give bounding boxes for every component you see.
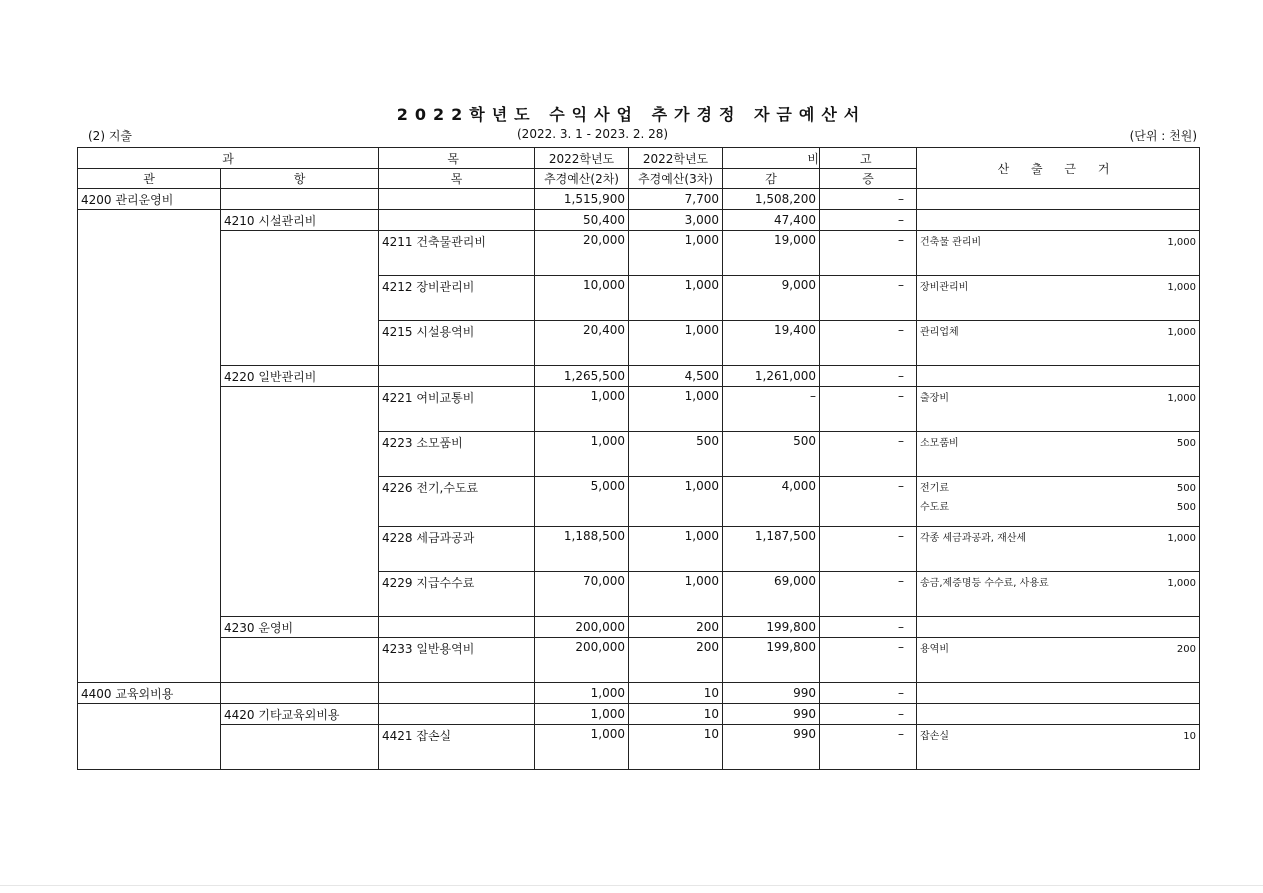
calc-amount: 1,000	[1167, 393, 1196, 404]
cell-jeung: –	[820, 432, 917, 477]
cell-budget2: 20,000	[535, 231, 629, 276]
cell-gwan	[78, 210, 221, 683]
calc-line	[920, 640, 1196, 659]
cell-hang	[221, 683, 379, 704]
cell-budget2: 1,000	[535, 683, 629, 704]
cell-mok	[379, 210, 535, 231]
header-calc-basis: 산 출 근 거	[917, 148, 1200, 189]
calc-label: 송금,제증명등 수수료, 사용료	[920, 578, 1049, 589]
cell-mok	[379, 683, 535, 704]
cell-budget2: 5,000	[535, 477, 629, 527]
cell-gam: –	[723, 387, 820, 432]
cell-jeung: –	[820, 527, 917, 572]
scan-edge-line	[0, 885, 1263, 886]
cell-gam: 9,000	[723, 276, 820, 321]
cell-jeung: –	[820, 231, 917, 276]
table-row	[78, 704, 1200, 725]
cell-jeung: –	[820, 572, 917, 617]
calc-amount: 1,000	[1167, 578, 1196, 589]
cell-budget3: 7,700	[629, 189, 723, 210]
header-budget2: 2022학년도	[535, 148, 629, 169]
cell-mok: 4229 지급수수료	[379, 572, 535, 617]
cell-gam: 19,000	[723, 231, 820, 276]
cell-calc-basis	[917, 189, 1200, 210]
table-row	[78, 231, 1200, 276]
calc-amount: 1,000	[1167, 237, 1196, 248]
cell-budget3: 1,000	[629, 276, 723, 321]
table-row	[78, 725, 1200, 770]
cell-gwan: 4400 교육외비용	[78, 683, 221, 704]
cell-jeung: –	[820, 366, 917, 387]
calc-label: 전기료	[920, 483, 949, 494]
cell-gam: 500	[723, 432, 820, 477]
cell-jeung: –	[820, 725, 917, 770]
cell-budget2: 200,000	[535, 638, 629, 683]
cell-hang: 4230 운영비	[221, 617, 379, 638]
cell-budget3: 1,000	[629, 527, 723, 572]
table-row	[78, 210, 1200, 231]
cell-calc-basis	[917, 231, 1200, 276]
table-row	[78, 387, 1200, 432]
calc-line	[920, 529, 1196, 548]
calc-line	[920, 323, 1196, 342]
cell-jeung: –	[820, 189, 917, 210]
cell-mok	[379, 704, 535, 725]
cell-gam: 990	[723, 725, 820, 770]
header-gam: 감	[723, 169, 820, 189]
cell-hang	[221, 387, 379, 617]
cell-budget3: 1,000	[629, 387, 723, 432]
cell-jeung: –	[820, 704, 917, 725]
header-bigo-a: 비	[723, 148, 820, 169]
cell-budget2: 1,000	[535, 704, 629, 725]
cell-jeung: –	[820, 276, 917, 321]
cell-jeung: –	[820, 321, 917, 366]
cell-gam: 19,400	[723, 321, 820, 366]
cell-calc-basis	[917, 683, 1200, 704]
cell-gwan	[78, 704, 221, 770]
cell-jeung: –	[820, 638, 917, 683]
cell-budget2: 70,000	[535, 572, 629, 617]
calc-line	[920, 434, 1196, 453]
calc-line	[920, 479, 1196, 498]
cell-calc-basis	[917, 617, 1200, 638]
cell-mok	[379, 366, 535, 387]
calc-line	[920, 233, 1196, 252]
calc-label: 소모품비	[920, 438, 959, 449]
cell-calc-basis	[917, 638, 1200, 683]
unit-label: (단위 : 천원)	[1129, 129, 1197, 143]
calc-line	[920, 498, 1196, 517]
cell-gam: 199,800	[723, 617, 820, 638]
header-hang: 항	[221, 169, 379, 189]
cell-gam: 4,000	[723, 477, 820, 527]
header-bigo-b: 고	[820, 148, 917, 169]
cell-gam: 990	[723, 704, 820, 725]
cell-budget3: 200	[629, 617, 723, 638]
cell-jeung: –	[820, 210, 917, 231]
table-row	[78, 638, 1200, 683]
cell-budget3: 10	[629, 683, 723, 704]
cell-hang	[221, 189, 379, 210]
cell-mok	[379, 617, 535, 638]
cell-budget2: 1,000	[535, 387, 629, 432]
table-row	[78, 366, 1200, 387]
cell-gam: 47,400	[723, 210, 820, 231]
cell-mok: 4228 세금과공과	[379, 527, 535, 572]
cell-calc-basis	[917, 527, 1200, 572]
calc-label: 잡손실	[920, 731, 949, 742]
calc-label: 용역비	[920, 644, 949, 655]
cell-budget2: 1,000	[535, 725, 629, 770]
header-budget3: 2022학년도	[629, 148, 723, 169]
cell-jeung: –	[820, 387, 917, 432]
cell-budget2: 20,400	[535, 321, 629, 366]
cell-budget3: 1,000	[629, 231, 723, 276]
cell-mok: 4226 전기,수도료	[379, 477, 535, 527]
cell-hang: 4210 시설관리비	[221, 210, 379, 231]
table-row	[78, 683, 1200, 704]
cell-budget3: 4,500	[629, 366, 723, 387]
header-budget3-sub: 추경예산(3차)	[629, 169, 723, 189]
cell-hang	[221, 725, 379, 770]
cell-calc-basis	[917, 387, 1200, 432]
cell-gam: 1,508,200	[723, 189, 820, 210]
cell-calc-basis	[917, 572, 1200, 617]
header-jeung: 증	[820, 169, 917, 189]
cell-mok: 4233 일반용역비	[379, 638, 535, 683]
calc-amount: 1,000	[1167, 327, 1196, 338]
cell-budget3: 1,000	[629, 321, 723, 366]
cell-gwan: 4200 관리운영비	[78, 189, 221, 210]
calc-label: 관리업체	[920, 327, 959, 338]
cell-mok	[379, 189, 535, 210]
cell-gam: 69,000	[723, 572, 820, 617]
cell-mok: 4211 건축물관리비	[379, 231, 535, 276]
fiscal-period: (2022. 3. 1 - 2023. 2. 28)	[517, 127, 669, 141]
cell-gam: 1,261,000	[723, 366, 820, 387]
cell-budget2: 50,400	[535, 210, 629, 231]
cell-budget2: 10,000	[535, 276, 629, 321]
header-gwa: 과	[78, 148, 379, 169]
calc-label: 출장비	[920, 393, 949, 404]
header-mok-top: 목	[379, 148, 535, 169]
cell-hang	[221, 638, 379, 683]
calc-amount: 1,000	[1167, 282, 1196, 293]
calc-label: 건축물 관리비	[920, 237, 982, 248]
cell-budget3: 500	[629, 432, 723, 477]
table-row	[78, 189, 1200, 210]
cell-jeung: –	[820, 477, 917, 527]
cell-calc-basis	[917, 432, 1200, 477]
cell-budget2: 1,000	[535, 432, 629, 477]
cell-budget2: 1,265,500	[535, 366, 629, 387]
document-title: 2022학년도 수익사업 추가경정 자금예산서	[396, 105, 867, 124]
cell-calc-basis	[917, 210, 1200, 231]
cell-budget3: 200	[629, 638, 723, 683]
cell-mok: 4215 시설용역비	[379, 321, 535, 366]
calc-amount: 200	[1176, 644, 1196, 655]
budget-table	[77, 147, 1200, 770]
header-gwan: 관	[78, 169, 221, 189]
cell-hang: 4220 일반관리비	[221, 366, 379, 387]
cell-budget3: 10	[629, 704, 723, 725]
cell-hang	[221, 231, 379, 366]
header-budget2-sub: 추경예산(2차)	[535, 169, 629, 189]
cell-budget3: 1,000	[629, 477, 723, 527]
calc-line	[920, 278, 1196, 297]
cell-calc-basis	[917, 477, 1200, 527]
calc-label: 장비관리비	[920, 282, 969, 293]
cell-budget3: 10	[629, 725, 723, 770]
cell-mok: 4221 여비교통비	[379, 387, 535, 432]
calc-amount: 1,000	[1167, 533, 1196, 544]
calc-label: 각종 세금과공과, 재산세	[920, 533, 1027, 544]
cell-calc-basis	[917, 704, 1200, 725]
calc-amount: 10	[1183, 731, 1196, 742]
cell-mok: 4421 잡손실	[379, 725, 535, 770]
cell-budget2: 1,188,500	[535, 527, 629, 572]
cell-mok: 4223 소모품비	[379, 432, 535, 477]
cell-budget2: 200,000	[535, 617, 629, 638]
calc-line	[920, 389, 1196, 408]
calc-amount: 500	[1176, 502, 1196, 513]
calc-amount: 500	[1176, 483, 1196, 494]
cell-calc-basis	[917, 276, 1200, 321]
cell-gam: 1,187,500	[723, 527, 820, 572]
calc-label: 수도료	[920, 502, 949, 513]
cell-calc-basis	[917, 366, 1200, 387]
calc-line	[920, 574, 1196, 593]
cell-calc-basis	[917, 725, 1200, 770]
calc-amount: 500	[1176, 438, 1196, 449]
cell-calc-basis	[917, 321, 1200, 366]
cell-budget3: 3,000	[629, 210, 723, 231]
calc-line	[920, 727, 1196, 746]
cell-gam: 199,800	[723, 638, 820, 683]
cell-jeung: –	[820, 617, 917, 638]
header-mok: 목	[379, 169, 535, 189]
header-row-1	[78, 148, 1200, 169]
cell-gam: 990	[723, 683, 820, 704]
cell-budget2: 1,515,900	[535, 189, 629, 210]
section-label: (2) 지출	[88, 129, 132, 143]
table-row	[78, 617, 1200, 638]
cell-budget3: 1,000	[629, 572, 723, 617]
cell-jeung: –	[820, 683, 917, 704]
cell-hang: 4420 기타교육외비용	[221, 704, 379, 725]
cell-mok: 4212 장비관리비	[379, 276, 535, 321]
budget-body	[78, 189, 1200, 770]
